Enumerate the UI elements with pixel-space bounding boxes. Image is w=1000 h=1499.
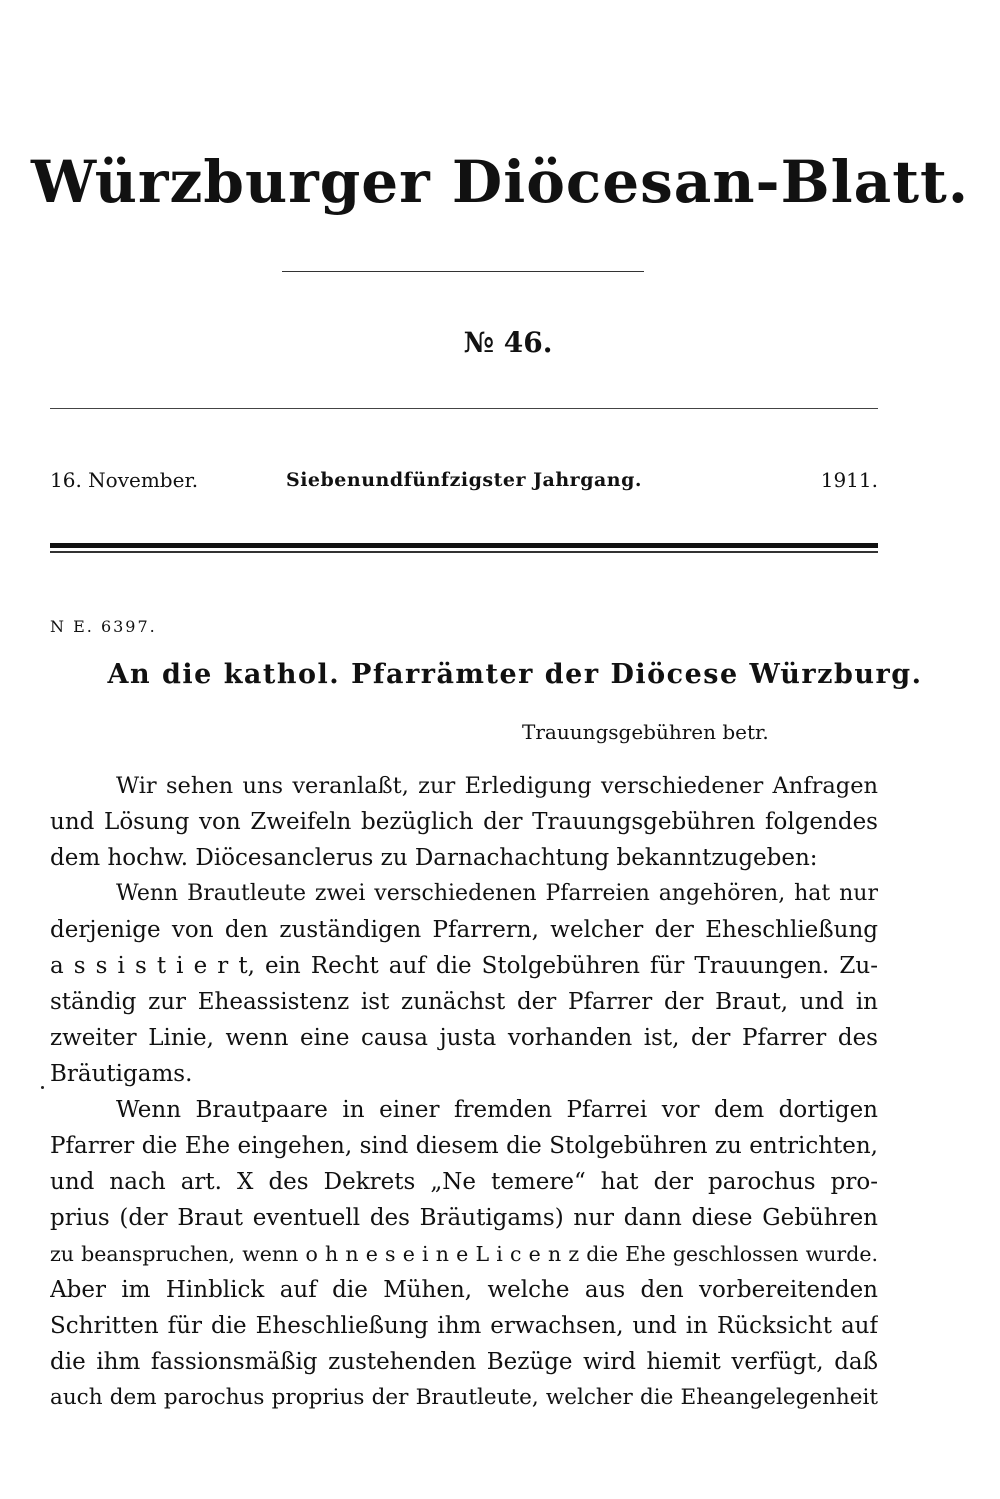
body-line: zweiter Linie, wenn eine causa justa vorhanden ist, der Pfarrer des [50,1025,878,1051]
body-line: und nach art. X des Dekrets „Ne temere“ hat der parochus pro- [50,1169,878,1195]
body-line: auch dem parochus proprius der Brautleute, welcher die Eheangelegenheit [50,1385,878,1410]
body-line: Wenn Brautpaare in einer fremden Pfarrei vor dem dortigen [116,1097,878,1123]
body-line: ständig zur Eheassistenz ist zunächst der Pfarrer der Braut, und in [50,989,878,1015]
issue-number: № 46. [463,326,553,359]
body-line: Schritten für die Eheschließung ihm erwachsen, und in Rücksicht auf [50,1313,878,1339]
body-line: Bräutigams. [50,1061,193,1087]
article-heading: An die kathol. Pfarrämter der Diöcese Würzburg. [107,659,923,690]
dateline-year: 1911. [820,468,878,492]
body-line: Pfarrer die Ehe eingehen, sind diesem die Stolgebühren zu entrichten, [50,1133,878,1159]
body-line: zu beanspruchen, wenn o h n e s e i n e L i c e n z die Ehe geschlossen wurde. [50,1242,878,1266]
body-line: Wir sehen uns veranlaßt, zur Erledigung verschiedener Anfragen [116,773,878,799]
article-reference: N E. 6397. [50,617,157,636]
header-rule-thin [50,551,878,553]
body-line: derjenige von den zuständigen Pfarrern, welcher der Eheschließung [50,917,878,943]
body-line: dem hochw. Diöcesanclerus zu Darnachachtung bekanntzugeben: [50,845,818,871]
margin-mark [41,1086,44,1089]
dateline-date: 16. November. [50,468,199,492]
body-line: die ihm fassionsmäßig zustehenden Bezüge wird hiemit verfügt, daß [50,1349,878,1375]
body-line: prius (der Braut eventuell des Bräutigams) nur dann diese Gebühren [50,1205,878,1231]
masthead-title: Würzburger Diöcesan-Blatt. [30,148,970,216]
body-line: und Lösung von Zweifeln bezüglich der Trauungsgebühren folgendes [50,809,878,835]
header-rule-thick [50,543,878,548]
article-subject: Trauungsgebühren betr. [522,720,769,744]
body-line: a s s i s t i e r t, ein Recht auf die Stolgebühren für Trauungen. Zu- [50,953,878,979]
dateline [50,464,878,496]
dateline-volume: Siebenundfünfzigster Jahrgang. [285,469,643,491]
body-line: Aber im Hinblick auf die Mühen, welche aus den vorbereitenden [50,1277,878,1303]
body-line: Wenn Brautleute zwei verschiedenen Pfarreien angehören, hat nur [116,881,878,906]
masthead-divider [282,271,644,272]
issue-divider [50,408,878,409]
